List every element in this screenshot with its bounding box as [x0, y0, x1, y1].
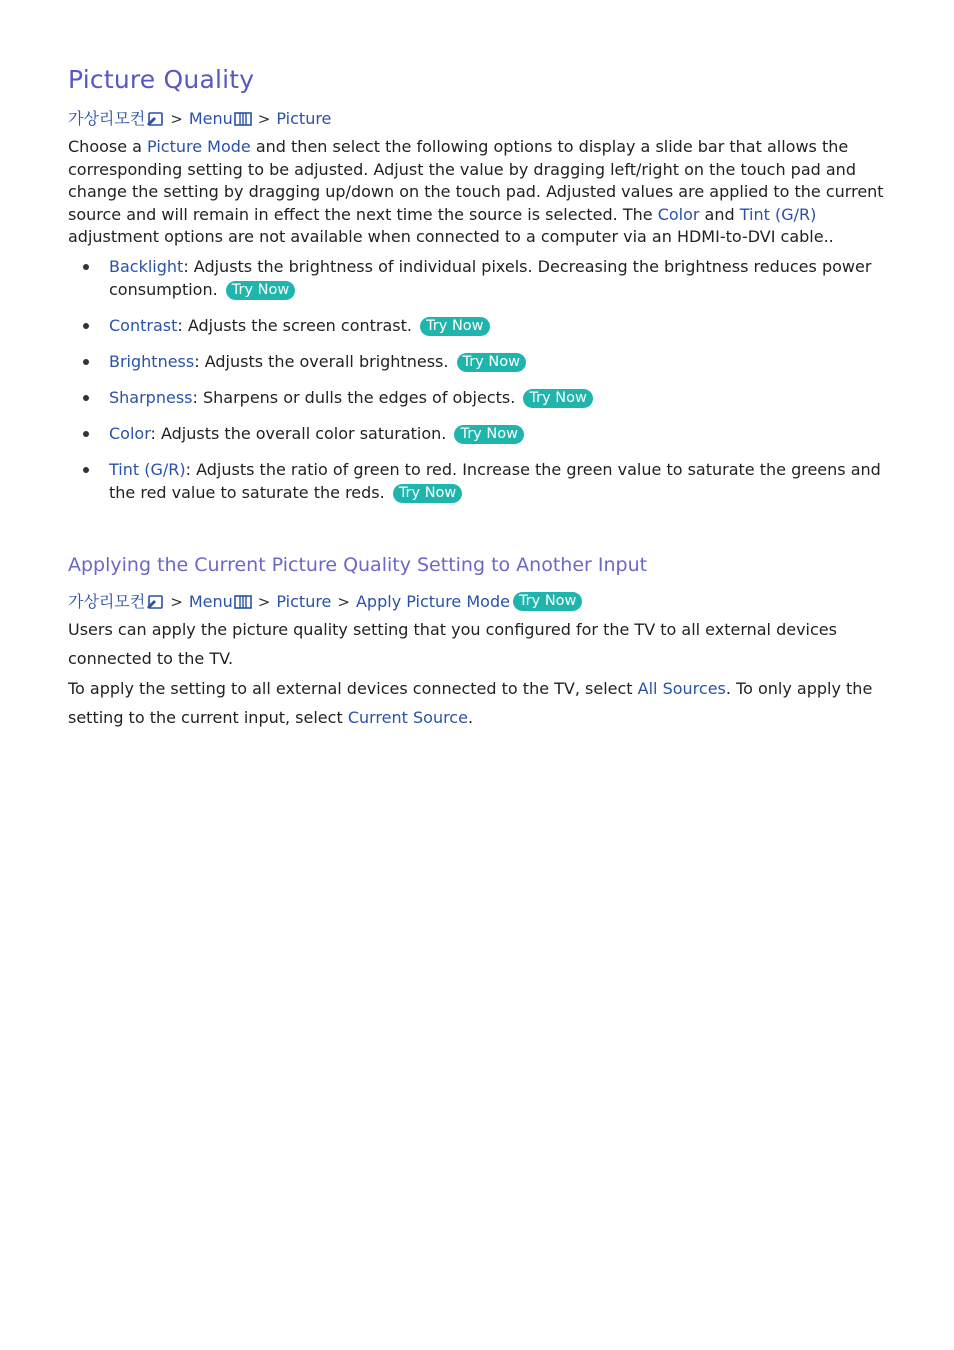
try-now-button[interactable]: Try Now — [454, 425, 523, 444]
bullet-icon — [83, 323, 89, 329]
bullet-icon — [83, 467, 89, 473]
section-paragraph-1: Users can apply the picture quality setting that you configured for the TV to all external devices connected to the TV. — [68, 619, 837, 668]
breadcrumb-remote[interactable]: 가상리모컨 — [68, 109, 146, 128]
menu-icon — [234, 595, 252, 609]
term-brightness: Brightness — [109, 351, 195, 371]
list-item-sharpness — [68, 386, 888, 409]
chevron-right-icon: > — [257, 592, 271, 611]
try-now-button[interactable]: Try Now — [226, 281, 295, 300]
try-now-button[interactable]: Try Now — [393, 484, 462, 503]
paragraph-text: . — [467, 708, 474, 727]
intro-text: and — [699, 204, 740, 224]
intro-text: Choose a — [68, 137, 148, 156]
page-title: Picture Quality — [68, 65, 255, 94]
intro-text: adjustment options are not available when connected to a computer via an HDMI-to-DVI cable.. — [68, 227, 834, 246]
list-item-tint — [68, 458, 888, 504]
list-item-contrast — [68, 314, 888, 337]
paragraph-text: . To only apply the setting to the current input, select — [68, 678, 873, 727]
chevron-right-icon: > — [170, 110, 183, 128]
try-now-button[interactable]: Try Now — [523, 389, 592, 408]
keyword-all-sources: All Sources — [637, 678, 726, 698]
breadcrumb — [68, 108, 888, 130]
remote-icon — [146, 111, 164, 127]
try-now-button[interactable]: Try Now — [513, 592, 582, 611]
breadcrumb-menu[interactable]: Menu — [188, 591, 233, 611]
section-body — [68, 615, 888, 733]
menu-icon — [234, 112, 252, 126]
keyword-color: Color — [657, 204, 700, 224]
breadcrumb-menu[interactable]: Menu — [188, 109, 233, 128]
keyword-picture-mode: Picture Mode — [147, 137, 251, 156]
settings-list — [68, 255, 888, 504]
chevron-right-icon: > — [337, 592, 350, 611]
term-backlight: Backlight — [109, 256, 184, 276]
term-tint: Tint (G/R) — [109, 459, 186, 479]
breadcrumb-picture[interactable]: Picture — [276, 109, 332, 128]
paragraph-text: To apply the setting to all external devices connected to the TV, select — [68, 678, 638, 698]
item-description: : Adjusts the brightness of individual pixels. Decreasing the brightness reduces power consumption. — [109, 256, 872, 299]
item-description: : Adjusts the overall color saturation. — [150, 423, 447, 443]
list-item-backlight — [68, 255, 888, 301]
remote-icon — [146, 594, 164, 610]
try-now-button[interactable]: Try Now — [420, 317, 489, 336]
list-item-brightness — [68, 350, 888, 373]
intro-text: and then select the following options to display a slide bar that allows the corresponding setting to be adjusted. Adjust the value by dragging left/right on the touch pad and change the setting by dragging up/down on the touch pad. Adjusted values are applied to the current source and will remain in effect the next time the source is selected. The — [68, 137, 884, 224]
term-color: Color — [109, 423, 151, 443]
intro-paragraph — [68, 136, 888, 249]
item-description: : Sharpens or dulls the edges of objects. — [192, 387, 516, 407]
item-description: : Adjusts the ratio of green to red. Increase the green value to saturate the greens and the red value to saturate the reds. — [109, 459, 881, 502]
keyword-tint: Tint (G/R) — [739, 204, 817, 224]
bullet-icon — [83, 395, 89, 401]
item-description: : Adjusts the screen contrast. — [177, 315, 412, 335]
breadcrumb-remote[interactable]: 가상리모컨 — [68, 591, 146, 611]
bullet-icon — [83, 431, 89, 437]
breadcrumb-picture[interactable]: Picture — [276, 591, 332, 611]
bullet-icon — [83, 359, 89, 365]
term-sharpness: Sharpness — [109, 387, 193, 407]
list-item-color — [68, 422, 888, 445]
chevron-right-icon: > — [170, 592, 183, 611]
item-description: : Adjusts the overall brightness. — [194, 351, 449, 371]
chevron-right-icon: > — [257, 110, 271, 128]
bullet-icon — [83, 264, 89, 270]
term-contrast: Contrast — [109, 315, 178, 335]
page-content — [68, 62, 888, 733]
section-heading: Applying the Current Picture Quality Setting to Another Input — [68, 553, 648, 576]
breadcrumb-apply-picture-mode[interactable]: Apply Picture Mode — [355, 591, 510, 611]
try-now-button[interactable]: Try Now — [457, 353, 526, 372]
keyword-current-source: Current Source — [347, 708, 468, 727]
breadcrumb — [68, 591, 888, 613]
section-paragraph-2 — [68, 674, 888, 733]
